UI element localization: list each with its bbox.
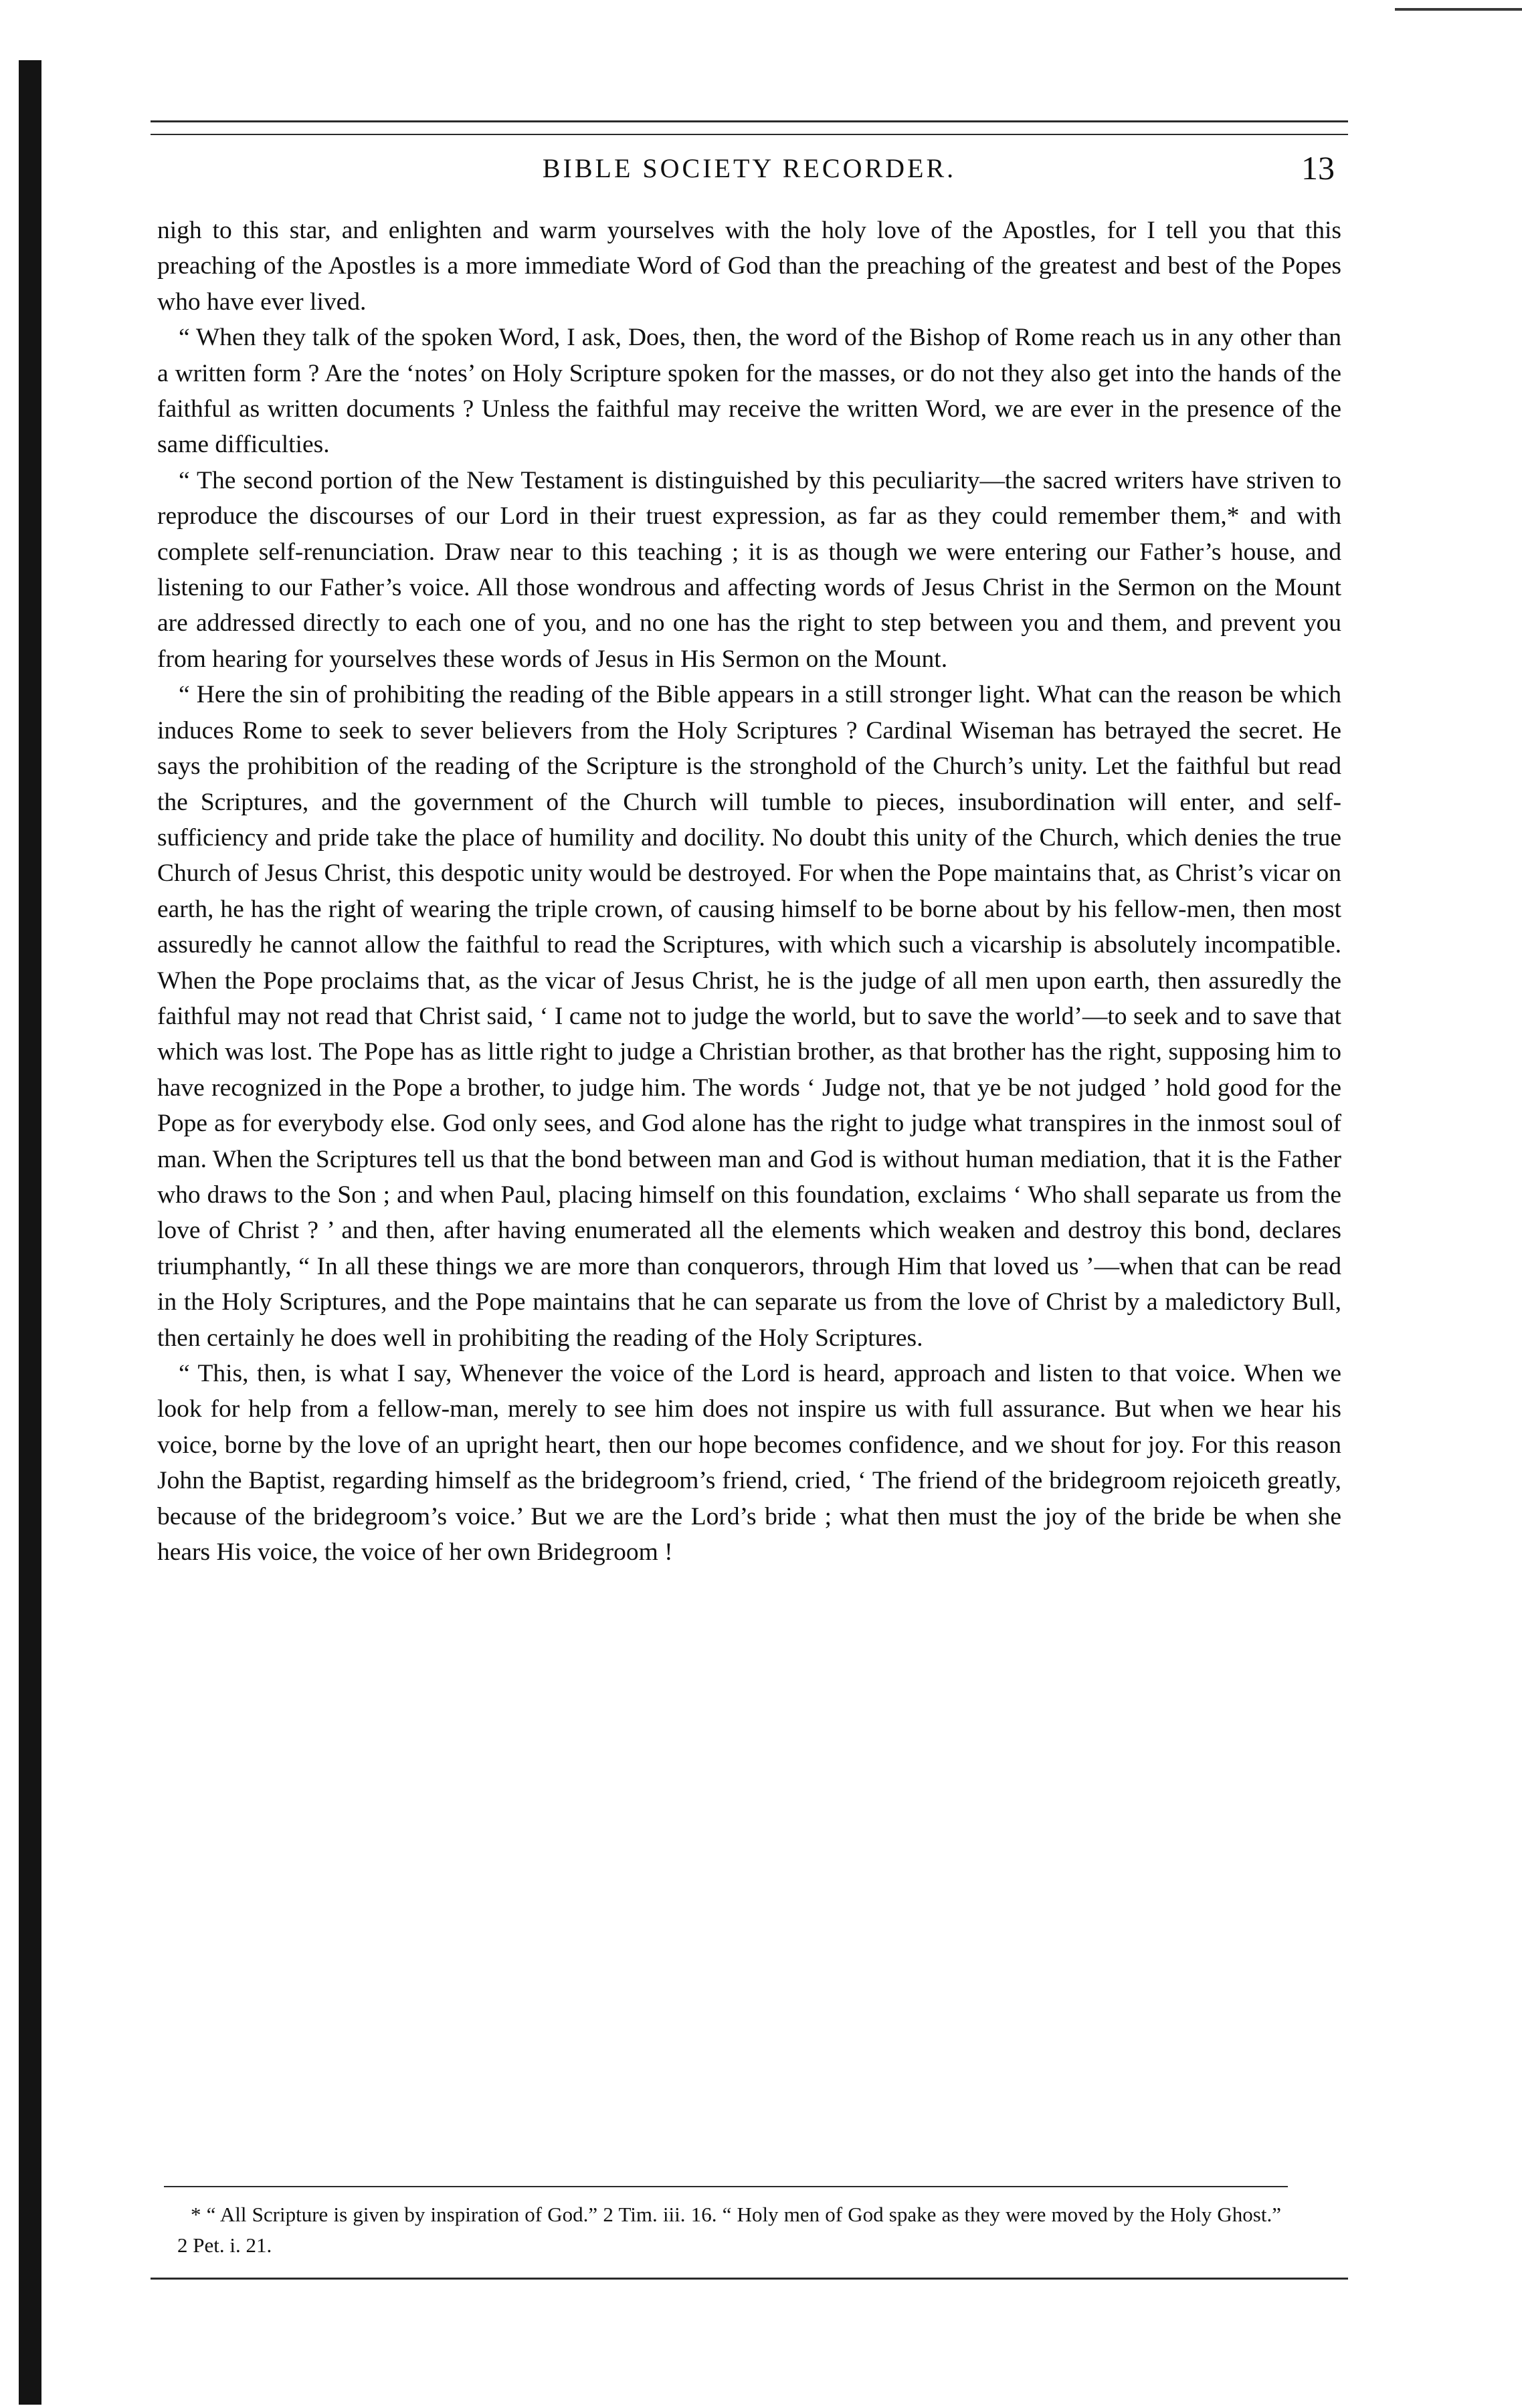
- scan-corner-mark: [1395, 8, 1522, 11]
- footnote: [177, 2199, 1281, 2261]
- paragraph: “ The second portion of the New Testament is distinguished by this peculiarity—the sacred writers have striven to reproduce the discourses of our Lord in their truest expression, as far as they could remember them,* and with complete self-renunciation. Draw near to this teaching ; it is as though we were entering our Father’s house, and listening to our Father’s voice. All those wondrous and affecting words of Jesus Christ in the Sermon on the Mount are addressed directly to each one of you, and no one has the right to step between you and them, and prevent you from hearing for yourselves these words of Jesus in His Sermon on the Mount.: [157, 466, 1341, 673]
- paragraph: “ This, then, is what I say, Whenever the voice of the Lord is heard, approach and listen to that voice. When we look for help from a fellow-man, merely to see him does not inspire us with full assurance. But when we hear his voice, borne by the love of an upright heart, then our hope becomes confidence, and we shout for joy. For this reason John the Baptist, regarding himself as the bridegroom’s friend, cried, ‘ The friend of the bridegroom rejoiceth greatly, because of the bridegroom’s voice.’ But we are the Lord’s bride ; what then must the joy of the bride be when she hears His voice, the voice of her own Bridegroom !: [157, 1360, 1341, 1567]
- header-rule-thin: [151, 134, 1348, 135]
- header-rule: [151, 120, 1348, 122]
- page-number: 13: [1301, 149, 1335, 187]
- footnote-rule: [164, 2186, 1288, 2187]
- footnote-text: * “ All Scripture is given by inspiration of God.” 2 Tim. iii. 16. “ Holy men of God spake as they were moved by the Holy Ghost.” 2 Pet. i. 21.: [177, 2203, 1281, 2257]
- paragraph: “ When they talk of the spoken Word, I ask, Does, then, the word of the Bishop of Rome reach us in any other than a written form ? Are the ‘notes’ on Holy Scripture spoken for the masses, or do not they also get into the hands of the faithful as written documents ? Unless the faithful may receive the written Word, we are ever in the presence of the same difficulties.: [157, 324, 1341, 459]
- scan-binding-edge: [19, 60, 41, 2405]
- footer-rule: [151, 2278, 1348, 2280]
- running-title: BIBLE SOCIETY RECORDER.: [542, 153, 957, 183]
- book-page: [151, 0, 1375, 2408]
- running-head: [151, 149, 1348, 193]
- body-text: [157, 213, 1341, 1570]
- paragraph: “ Here the sin of prohibiting the reading of the Bible appears in a still stronger light. What can the reason be which induces Rome to seek to sever believers from the Holy Scriptures ? Cardinal Wiseman has betrayed the secret. He says the prohibition of the reading of the Scripture is the stronghold of the Church’s unity. Let the faithful but read the Scriptures, and the government of the Church will tumble to pieces, insubordination will enter, and self-sufficiency and pride take the place of humility and docility. No doubt this unity of the Church, which denies the true Church of Jesus Christ, this despotic unity would be destroyed. For when the Pope maintains that, as Christ’s vicar on earth, he has the right of wearing the triple crown, of causing himself to be borne about by his fellow-men, then most assuredly he cannot allow the faithful to read the Scriptures, with which such a vicarship is absolutely incompatible. When the Pope proclaims that, as the vicar of Jesus Christ, he is the judge of all men upon earth, then assuredly the faithful may not read that Christ said, ‘ I came not to judge the world, but to save the world’—to seek and to save that which was lost. The Pope has as little right to judge a Christian brother, as that brother has the right, supposing him to have recognized in the Pope a brother, to judge him. The words ‘ Judge not, that ye be not judged ’ hold good for the Pope as for everybody else. God only sees, and God alone has the right to judge what transpires in the inmost soul of man. When the Scriptures tell us that the bond between man and God is without human mediation, that it is the Father who draws to the Son ; and when Paul, placing himself on this foundation, exclaims ‘ Who shall separate us from the love of Christ ? ’ and then, after having enumerated all the elements which weaken and destroy this bond, declares triumphantly, “ In all these things we are more than conquerors, through Him that loved us ’—when that can be read in the Holy Scriptures, and the Pope maintains that he can separate us from the love of Christ by a maledictory Bull, then certainly he does well in prohibiting the reading of the Holy Scriptures.: [157, 681, 1341, 1352]
- paragraph-continued: nigh to this star, and enlighten and warm yourselves with the holy love of the Apostles, for I tell you that this preaching of the Apostles is a more immediate Word of God than the preaching of the greatest and best of the Popes who have ever lived.: [157, 217, 1341, 316]
